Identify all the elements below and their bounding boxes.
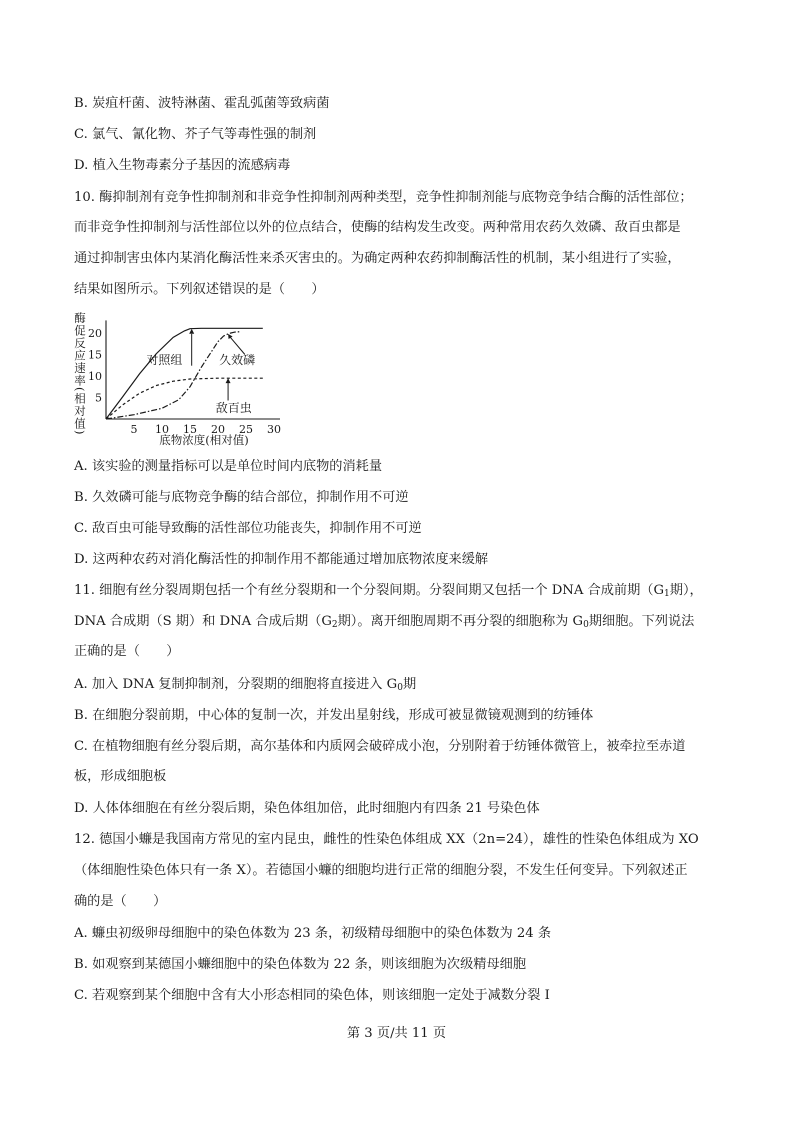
q10-option-d: D. 这两种农药对消化酶活性的抑制作用不都能通过增加底物浓度来缓解 [74, 552, 489, 567]
q11-stem-text: 期细胞。下列说法 [588, 614, 695, 629]
x-tick-label: 5 [130, 423, 138, 436]
q12-option-b: B. 如观察到某德国小蠊细胞中的染色体数为 22 条，则该细胞为次级精母细胞 [74, 957, 527, 972]
q11-subscript: 0 [397, 683, 403, 693]
x-tick-label: 15 [183, 423, 197, 436]
q10-stem-line: 10. 酶抑制剂有竞争性抑制剂和非竞争性抑制剂两种类型，竞争性抑制剂能与底物竞争结合酶的活性部位； [74, 190, 693, 205]
page-footer: 第 3 页/共 11 页 [346, 1026, 447, 1041]
series-label-control: 对照组 [146, 352, 183, 367]
q9-option-d: D. 植入生物毒素分子基因的流感病毒 [74, 158, 291, 173]
q10-option-a: A. 该实验的测量指标可以是单位时间内底物的消耗量 [74, 459, 383, 474]
y-tick-label: 5 [95, 391, 102, 405]
q11-option-d: D. 人体体细胞在有丝分裂后期，染色体组加倍，此时细胞内有四条 21 号染色体 [74, 801, 540, 816]
q11-option-a-text: A. 加入 DNA 复制抑制剂，分裂期的细胞将直接进入 G [74, 677, 398, 692]
q11-option-c-cont: 板，形成细胞板 [74, 769, 167, 784]
control-arrowhead [189, 329, 194, 334]
series-label-dibaichong: 敌百虫 [215, 401, 252, 416]
q11-stem-text: 期）。离开细胞周期不再分裂的细胞称为 G [337, 614, 584, 629]
q11-stem-line: 正确的是（ ） [74, 644, 180, 659]
q10-stem-line: 结果如图所示。下列叙述错误的是（ ） [74, 282, 325, 297]
q11-stem-text: 期）， [669, 583, 703, 598]
q11-subscript: 2 [331, 620, 338, 630]
q12-stem-line: 12. 德国小蠊是我国南方常见的室内昆虫，雌性的性染色体组成 XX（2n=24），雄性的性染色体组成为 XO [74, 832, 699, 847]
series-label-jiuxiaolin: 久效磷 [219, 352, 256, 367]
q10-stem-line: 而非竞争性抑制剂与活性部位以外的位点结合，使酶的结构发生改变。两种常用农药久效磷、敌百虫都是 [74, 220, 681, 235]
q9-option-c: C. 氯气、氰化物、芥子气等毒性强的制剂 [74, 127, 317, 142]
y-tick-label: 15 [88, 348, 102, 362]
x-tick-label: 20 [211, 423, 225, 436]
q10-option-c: C. 敌百虫可能导致酶的活性部位功能丧失，抑制作用不可逆 [74, 521, 422, 536]
dibaichong-arrowhead [226, 378, 231, 383]
q11-option-a-text: 期 [402, 677, 417, 692]
q11-option-c: C. 在植物细胞有丝分裂后期，高尔基体和内质网会破碎成小泡，分别附着于纺锤体微管上，被牵拉至赤道 [74, 739, 686, 754]
q11-subscript: 1 [664, 589, 670, 599]
q11-stem-text: DNA 合成期（S 期）和 DNA 合成后期（G [74, 614, 332, 629]
q11-stem-text: 11. 细胞有丝分裂周期包括一个有丝分裂期和一个分裂间期。分裂间期又包括一个 DNA 合成前期（G [74, 583, 665, 598]
q11-option-b: B. 在细胞分裂前期，中心体的复制一次，并发出星射线，形成可被显微镜观测到的纺锤体 [74, 708, 594, 723]
q11-stem-line [74, 613, 694, 631]
enzyme-rate-chart [68, 306, 328, 452]
x-tick-label: 30 [267, 423, 281, 436]
x-tick-label: 10 [155, 423, 169, 436]
q12-stem-line: 确的是（ ） [74, 894, 167, 909]
q12-stem-line: （体细胞性染色体只有一条 X）。若德国小蠊的细胞均进行正常的细胞分裂，不发生任何变异。下列叙述正 [74, 863, 688, 878]
q10-option-b: B. 久效磷可能与底物竞争酶的结合部位，抑制作用不可逆 [74, 490, 409, 505]
q12-option-c: C. 若观察到某个细胞中含有大小形态相同的染色体，则该细胞一定处于减数分裂 I [74, 988, 550, 1003]
q11-option-a [74, 676, 416, 694]
y-tick-label: 10 [88, 370, 102, 383]
q12-option-a: A. 蠊虫初级卵母细胞中的染色体数为 23 条，初级精母细胞中的染色体数为 24 条 [74, 926, 552, 941]
jiuxiaolin-arrow [230, 337, 245, 354]
q11-stem-line [74, 582, 703, 600]
x-tick-label: 25 [239, 423, 253, 436]
jiuxiaolin-arrowhead [228, 334, 233, 339]
q9-option-b: B. 炭疽杆菌、波特淋菌、霍乱弧菌等致病菌 [74, 96, 330, 111]
x-axis-label: 底物浓度(相对值) [159, 433, 249, 447]
q11-subscript: 0 [583, 620, 589, 630]
y-tick-label: 20 [88, 327, 102, 340]
y-axis-label: 酶促反应速率(相对值) [73, 312, 87, 436]
q10-stem-line: 通过抑制害虫体内某消化酶活性来杀灭害虫的。为确定两种农药抑制酶活性的机制，某小组进行了实验， [74, 251, 681, 266]
